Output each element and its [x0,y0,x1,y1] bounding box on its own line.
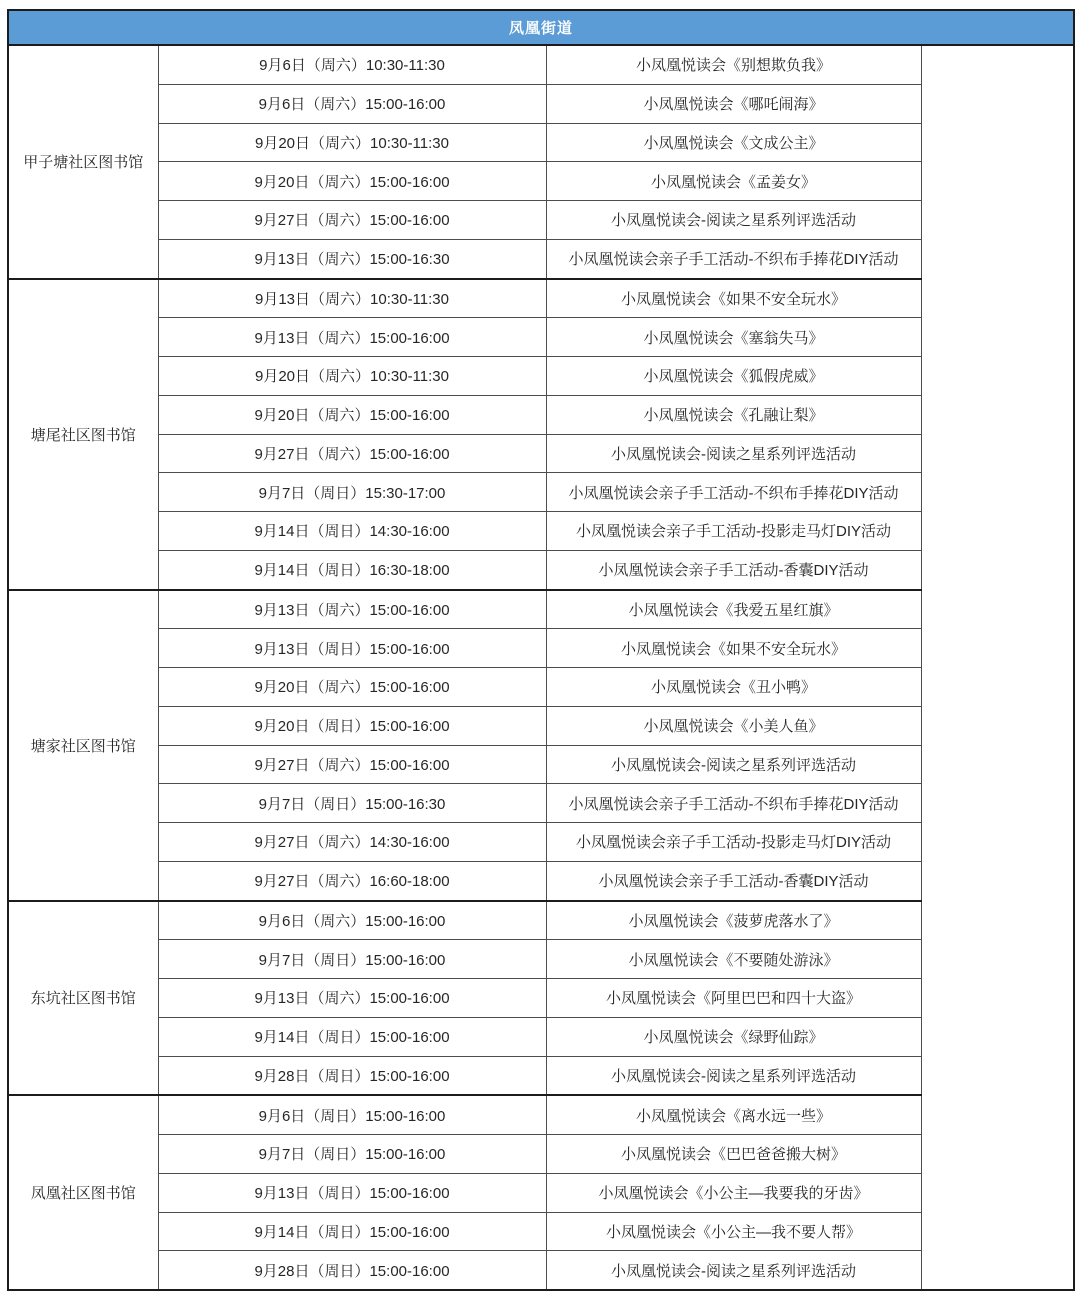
event-name-cell: 小凤凰悦读会-阅读之星系列评选活动 [546,201,921,240]
table-row [8,123,1074,162]
event-name-cell: 小凤凰悦读会《如果不安全玩水》 [546,279,921,318]
event-datetime-cell: 9月6日（周六）15:00-16:00 [158,84,546,123]
event-datetime-cell: 9月14日（周日）16:30-18:00 [158,550,546,589]
library-name-cell: 东坑社区图书馆 [8,901,158,1096]
library-name-cell: 凤凰社区图书馆 [8,1095,158,1290]
schedule-table [7,9,1075,1291]
table-row [8,706,1074,745]
event-datetime-cell: 9月20日（周六）10:30-11:30 [158,123,546,162]
event-name-cell: 小凤凰悦读会《绿野仙踪》 [546,1017,921,1056]
event-name-cell: 小凤凰悦读会《孟姜女》 [546,162,921,201]
event-name-cell: 小凤凰悦读会亲子手工活动-不织布手捧花DIY活动 [546,239,921,278]
table-row [8,357,1074,396]
table-row [8,784,1074,823]
table-row [8,745,1074,784]
table-row [8,162,1074,201]
schedule-sheet [7,9,1075,1291]
event-datetime-cell: 9月13日（周六）15:00-16:30 [158,239,546,278]
event-datetime-cell: 9月27日（周六）15:00-16:00 [158,745,546,784]
event-name-cell: 小凤凰悦读会《菠萝虎落水了》 [546,901,921,940]
table-row [8,473,1074,512]
table-row [8,395,1074,434]
notes-empty-cell [921,45,1074,1290]
table-row [8,434,1074,473]
event-name-cell: 小凤凰悦读会《我爱五星红旗》 [546,590,921,629]
event-name-cell: 小凤凰悦读会亲子手工活动-香囊DIY活动 [546,861,921,900]
event-name-cell: 小凤凰悦读会《如果不安全玩水》 [546,629,921,668]
event-datetime-cell: 9月20日（周六）10:30-11:30 [158,357,546,396]
table-row [8,512,1074,551]
event-name-cell: 小凤凰悦读会《文成公主》 [546,123,921,162]
event-datetime-cell: 9月20日（周六）15:00-16:00 [158,162,546,201]
table-row [8,668,1074,707]
event-name-cell: 小凤凰悦读会亲子手工活动-不织布手捧花DIY活动 [546,784,921,823]
event-datetime-cell: 9月13日（周日）15:00-16:00 [158,629,546,668]
event-name-cell: 小凤凰悦读会亲子手工活动-投影走马灯DIY活动 [546,512,921,551]
event-datetime-cell: 9月27日（周六）14:30-16:00 [158,823,546,862]
event-name-cell: 小凤凰悦读会《狐假虎威》 [546,357,921,396]
table-row [8,823,1074,862]
event-datetime-cell: 9月14日（周日）15:00-16:00 [158,1017,546,1056]
table-row [8,861,1074,900]
street-header-row [8,10,1074,45]
event-datetime-cell: 9月13日（周六）10:30-11:30 [158,279,546,318]
event-name-cell: 小凤凰悦读会《别想欺负我》 [546,45,921,84]
event-datetime-cell: 9月14日（周日）15:00-16:00 [158,1212,546,1251]
schedule-table-body [8,45,1074,1290]
event-datetime-cell: 9月6日（周六）10:30-11:30 [158,45,546,84]
event-name-cell: 小凤凰悦读会《巴巴爸爸搬大树》 [546,1135,921,1174]
table-row [8,45,1074,84]
street-header-title: 凤凰街道 [8,10,1074,45]
event-name-cell: 小凤凰悦读会-阅读之星系列评选活动 [546,1056,921,1095]
table-row [8,901,1074,940]
event-datetime-cell: 9月14日（周日）14:30-16:00 [158,512,546,551]
table-row [8,279,1074,318]
event-datetime-cell: 9月7日（周日）15:00-16:00 [158,940,546,979]
event-datetime-cell: 9月7日（周日）15:00-16:30 [158,784,546,823]
event-name-cell: 小凤凰悦读会亲子手工活动-香囊DIY活动 [546,550,921,589]
event-datetime-cell: 9月13日（周日）15:00-16:00 [158,1173,546,1212]
event-datetime-cell: 9月20日（周日）15:00-16:00 [158,706,546,745]
event-datetime-cell: 9月6日（周日）15:00-16:00 [158,1095,546,1134]
library-name-cell: 塘家社区图书馆 [8,590,158,901]
event-name-cell: 小凤凰悦读会《阿里巴巴和四十大盗》 [546,979,921,1018]
table-row [8,550,1074,589]
library-name-cell: 甲子塘社区图书馆 [8,45,158,279]
event-name-cell: 小凤凰悦读会《孔融让梨》 [546,395,921,434]
event-name-cell: 小凤凰悦读会-阅读之星系列评选活动 [546,434,921,473]
table-row [8,201,1074,240]
event-name-cell: 小凤凰悦读会《小美人鱼》 [546,706,921,745]
event-name-cell: 小凤凰悦读会《塞翁失马》 [546,318,921,357]
table-row [8,940,1074,979]
event-datetime-cell: 9月27日（周六）15:00-16:00 [158,434,546,473]
table-row [8,629,1074,668]
event-datetime-cell: 9月7日（周日）15:00-16:00 [158,1135,546,1174]
table-row [8,1056,1074,1095]
event-name-cell: 小凤凰悦读会-阅读之星系列评选活动 [546,745,921,784]
table-row [8,1135,1074,1174]
table-row [8,979,1074,1018]
table-row [8,1212,1074,1251]
event-name-cell: 小凤凰悦读会《哪吒闹海》 [546,84,921,123]
table-row [8,84,1074,123]
event-datetime-cell: 9月7日（周日）15:30-17:00 [158,473,546,512]
table-row [8,318,1074,357]
table-row [8,1095,1074,1134]
event-datetime-cell: 9月27日（周六）16:60-18:00 [158,861,546,900]
event-datetime-cell: 9月13日（周六）15:00-16:00 [158,318,546,357]
event-name-cell: 小凤凰悦读会亲子手工活动-不织布手捧花DIY活动 [546,473,921,512]
event-name-cell: 小凤凰悦读会-阅读之星系列评选活动 [546,1251,921,1290]
table-row [8,1251,1074,1290]
event-datetime-cell: 9月6日（周六）15:00-16:00 [158,901,546,940]
event-name-cell: 小凤凰悦读会亲子手工活动-投影走马灯DIY活动 [546,823,921,862]
library-name-cell: 塘尾社区图书馆 [8,279,158,590]
event-name-cell: 小凤凰悦读会《小公主—我要我的牙齿》 [546,1173,921,1212]
event-datetime-cell: 9月20日（周六）15:00-16:00 [158,395,546,434]
table-row [8,239,1074,278]
event-datetime-cell: 9月20日（周六）15:00-16:00 [158,668,546,707]
event-datetime-cell: 9月28日（周日）15:00-16:00 [158,1251,546,1290]
event-datetime-cell: 9月28日（周日）15:00-16:00 [158,1056,546,1095]
table-row [8,590,1074,629]
event-name-cell: 小凤凰悦读会《不要随处游泳》 [546,940,921,979]
event-datetime-cell: 9月13日（周六）15:00-16:00 [158,590,546,629]
table-row [8,1173,1074,1212]
event-name-cell: 小凤凰悦读会《丑小鸭》 [546,668,921,707]
event-name-cell: 小凤凰悦读会《小公主—我不要人帮》 [546,1212,921,1251]
event-datetime-cell: 9月13日（周六）15:00-16:00 [158,979,546,1018]
table-row [8,1017,1074,1056]
event-datetime-cell: 9月27日（周六）15:00-16:00 [158,201,546,240]
event-name-cell: 小凤凰悦读会《离水远一些》 [546,1095,921,1134]
